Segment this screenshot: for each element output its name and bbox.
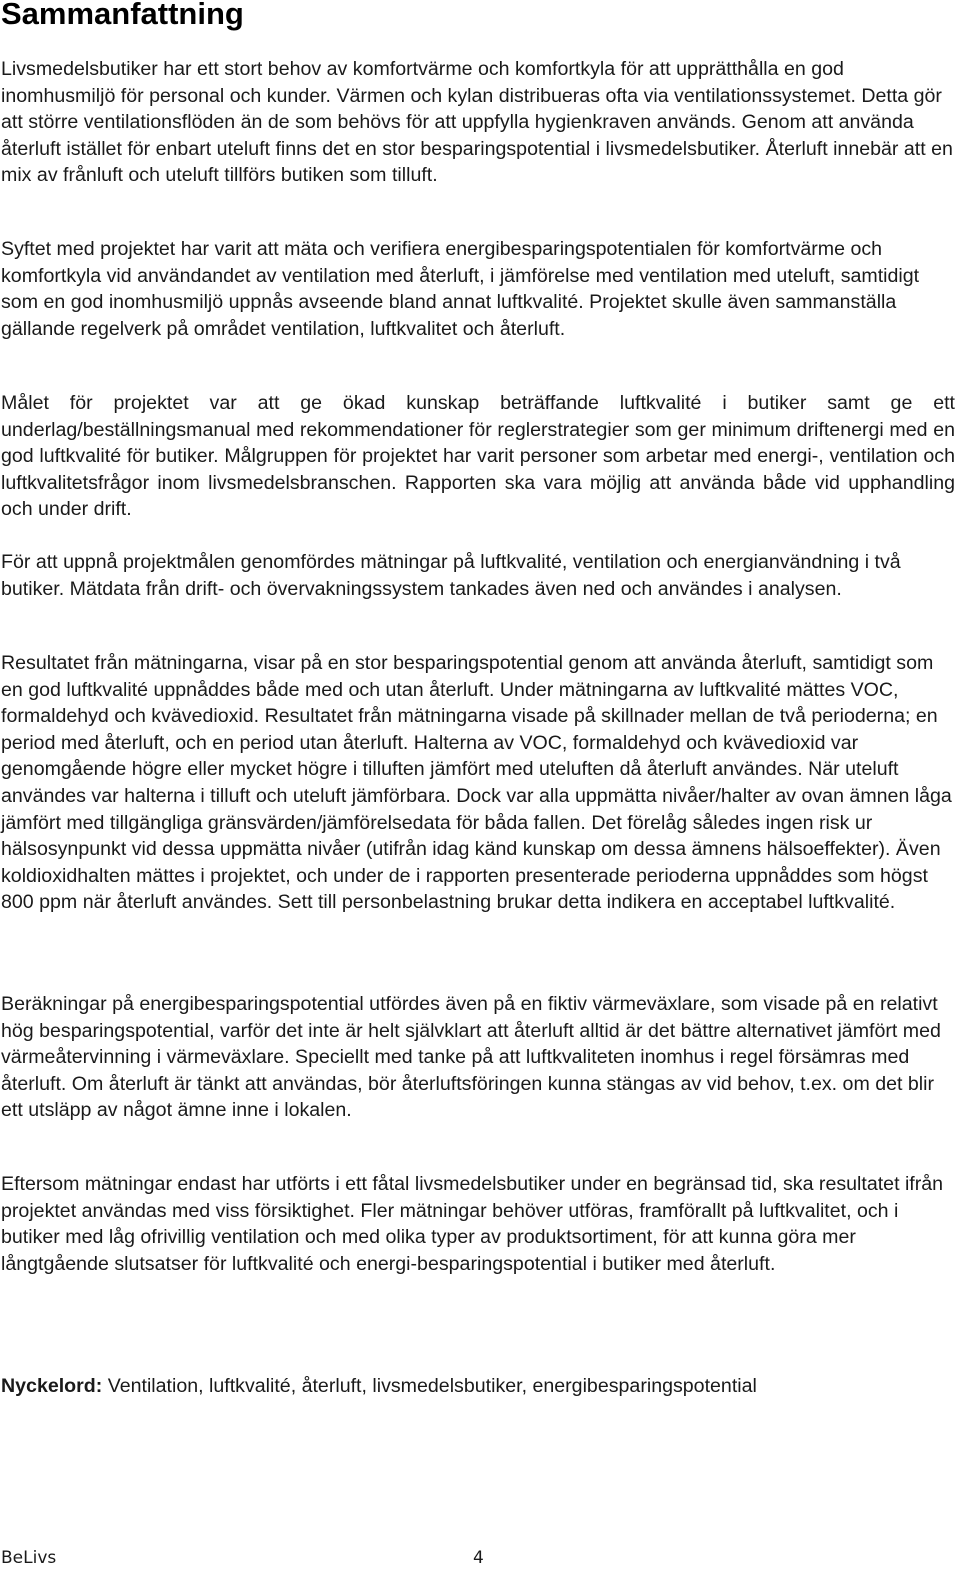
footer-page-number: 4 [473,1548,484,1568]
paragraph-limitations: Eftersom mätningar endast har utförts i ett fåtal livsmedelsbutiker under en begränsad tid, ska resultatet ifrån projektet användas med viss försiktighet. Fler mätningar behöver utföras, framförallt på luftkvalitet, och i butiker med låg ofrivillig ventilation och med olika typer av produktsortiment, för att kunna göra mer långtgående slutsatser för luftkvalité och energi-besparingspotential i butiker med återluft. [1,1173,944,1275]
keywords-line [1,1373,955,1399]
keywords-label: Nyckelord: [1,1375,103,1397]
paragraph-goal: Målet för projektet var att ge ökad kunskap beträffande luftkvalité i butiker samt ge ett underlag/beställningsmanual med rekommendationer för reglerstrategier som ger minimum driftenergi med en god luftkvalité för butiker. Målgruppen för projektet har varit personer som arbetar med energi-, ventilation och luftkvalitetsfrågor inom livsmedelsbranschen. Rapporten ska vara möjlig att använda både vid upphandling och under drift. [1,392,955,521]
keywords-text: Ventilation, luftkvalité, återluft, livsmedelsbutiker, energibesparingspotential [102,1375,757,1397]
paragraph-calculations: Beräkningar på energibesparingspotential utfördes även på en fiktiv värmeväxlare, som visade på en relativt hög besparingspotential, varför det inte är helt självklart att återluft alltid är det bättre alternativet jämfört med värmeåtervinning i värmeväxlare. Speciellt med tanke på att luftkvaliteten inomhus i regel försämras med återluft. Om återluft är tänkt att användas, bör återluftsföringen kunna stängas av vid behov, t.ex. om det blir ett utsläpp av något ämne inne i lokalen. [1,993,941,1122]
paragraph-results: Resultatet från mätningarna, visar på en stor besparingspotential genom att använda återluft, samtidigt som en god luftkvalité uppnåddes både med och utan återluft. Under mätningarna av luftkvalité mättes VOC, formaldehyd och kvävedioxid. Resultatet från mätningarna visade på skillnader mellan de två perioderna; en period med återluft, och en period utan återluft. Halterna av VOC, formaldehyd och kvävedioxid var genomgående högre eller mycket högre i tilluften jämfört med uteluften då återluft användes. När uteluft användes var halterna i tilluft och uteluft jämförbara. Dock var alla uppmätta nivåer/halter av ovan ämnen låga jämfört med tillgängliga gränsvärden/jämförelsedata för båda fallen. Det förelåg således ingen risk ur hälsosynpunkt vid dessa uppmätta nivåer (utifrån idag känd kunskap om dessa ämnens hälsoeffekter). Även koldioxidhalten mättes i projektet, och under de i rapporten presenterade perioderna uppnåddes som högst 800 ppm när återluft användes. Sett till personbelastning brukar detta indikera en acceptabel luftkvalité. [1,652,952,914]
paragraph-background: Livsmedelsbutiker har ett stort behov av komfortvärme och komfortkyla för att upprätthålla en god inomhusmiljö för personal och kunder. Värmen och kylan distribueras ofta via ventilationssystemet. Detta gör att större ventilationsflöden än de som behövs för att uppfylla hygienkraven används. Genom att använda återluft istället för enbart uteluft finns det en stor besparingspotential i livsmedelsbutiker. Återluft innebär att en mix av frånluft och uteluft tillförs butiken som tilluft. [1,58,953,187]
paragraph-method: För att uppnå projektmålen genomfördes mätningar på luftkvalité, ventilation och energianvändning i två butiker. Mätdata från drift- och övervakningssystem tankades även ned och användes i analysen. [1,551,901,600]
section-heading: Sammanfattning [1,0,244,31]
paragraph-purpose: Syftet med projektet har varit att mäta och verifiera energibesparingspotentialen för komfortvärme och komfortkyla vid användandet av ventilation med återluft, i jämförelse med ventilation med uteluft, samtidigt som en god inomhusmiljö uppnås avseende bland annat luftkvalité. Projektet skulle även sammanställa gällande regelverk på området ventilation, luftkvalitet och återluft. [1,238,920,340]
footer-brand: BeLivs [1,1548,57,1568]
